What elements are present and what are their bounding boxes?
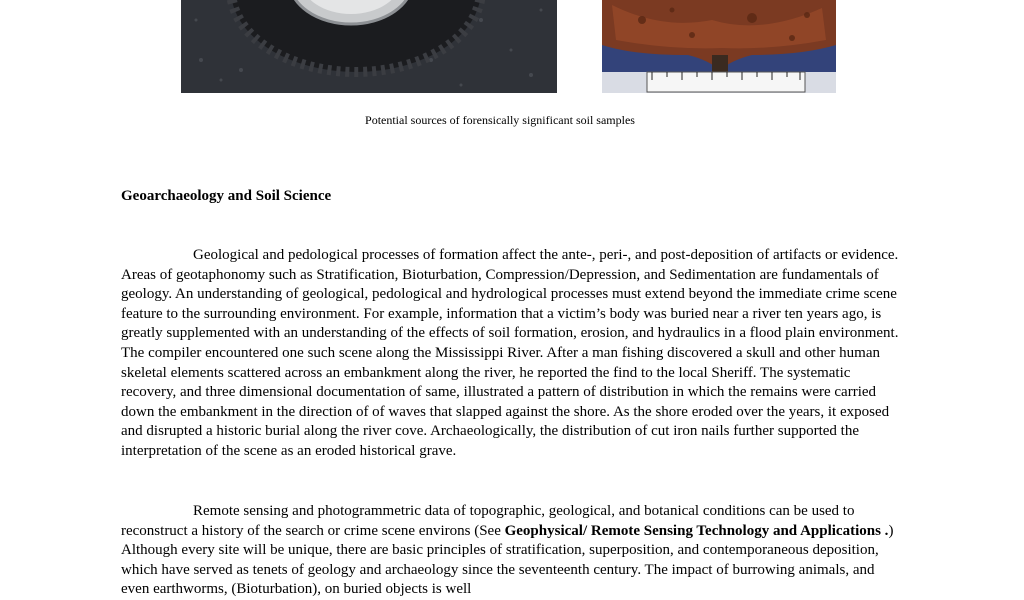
shovel-illustration <box>602 0 836 93</box>
body-paragraph-2 <box>121 502 903 600</box>
shovel-photo <box>602 0 836 93</box>
figure-caption: Potential sources of forensically significant soil samples <box>365 113 635 127</box>
tire-illustration <box>181 0 557 93</box>
section-heading: Geoarchaeology and Soil Science <box>121 188 332 204</box>
paragraph-2-end: ) Although every site will be unique, there are basic principles of stratification, superposition, and contemporaneous deposition, which have served as tenets of geology and archaeology since the seventeenth century. The impact of burrowing animals, and even earthworms, (Bioturbation), on buried objects is well <box>121 522 894 598</box>
cross-reference-geophysical-remote-sensing: Geophysical/ Remote Sensing Technology and Applications . <box>504 522 889 539</box>
paragraph-2-start: Remote sensing and photogrammetric data of topographic, geological, and botanical conditions can be used to reconstruct a history of the search or crime scene environs (See <box>121 503 855 539</box>
body-paragraph-1: Geological and pedological processes of formation affect the ante-, peri-, and post-deposition of artifacts or evidence. Areas of geotaphonomy such as Stratification, Bioturbation, Compression/Depression, and Sedimentation are fundamentals of geology. An understanding of geological, pedological and hydrological processes must extend beyond the immediate crime scene feature to the surrounding environment. For example, information that a victim’s body was buried near a river ten years ago, is greatly supplemented with an understanding of the effects of soil formation, erosion, and hydraulics in a flood plain environment. The compiler encountered one such scene along the Mississippi River. After a man fishing discovered a skull and other human skeletal elements scattered across an embankment along the river, he reported the find to the local Sheriff. The systematic recovery, and three dimensional documentation of same, illustrated a pattern of distribution in which the remains were carried down the embankment in the direction of of waves that slapped against the shore. As the shore eroded over the years, it exposed and disrupted a historic burial along the river cove. Archaeologically, the distribution of cut iron nails further supported the interpretation of the scene as an eroded historical grave. <box>121 247 899 459</box>
tire-photo <box>181 0 557 93</box>
